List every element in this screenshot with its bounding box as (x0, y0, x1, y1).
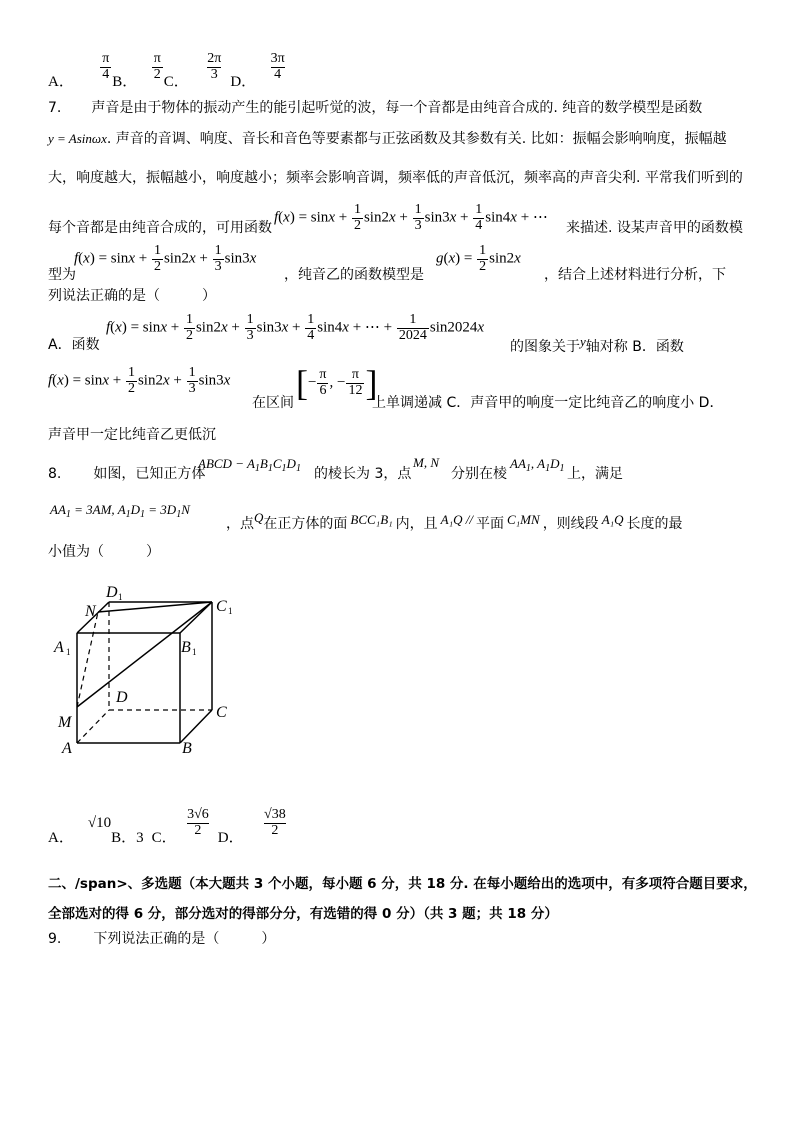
q7-option-b-function: f(x) = sinx + $\frac{1}{2}$ sin2x + $\frac{1}{3}$ sin3x (48, 365, 231, 396)
q8-option-a-value: √10 (87, 815, 112, 831)
q9: 9. 下列说法正确的是（ ） (48, 931, 276, 947)
q6-option-a-value: $\frac{\pi}{4}$ (102, 51, 110, 82)
label-a: A (62, 740, 72, 757)
edge-ad (77, 710, 109, 743)
q8-points: M, N (413, 455, 439, 470)
section-2-rules: 全部选对的得 6 分，部分选对的得部分分，有选错的得 0 分）（共 3 题；共 18 分） (48, 906, 558, 922)
q8-cube: ABCD − $A_1B_1C_1D_1$ (198, 456, 301, 474)
q7-option-a-function: f(x) = sinx + $\frac{1}{2}$ sin2x + $\frac{1}{3}$ sin3x + $\frac{1}{4}$ sin4x + ⋯ + $\frac{1}{2024}$ sin2024x (106, 312, 485, 343)
q8-line1-d: 上，满足 (567, 466, 623, 482)
label-b: B (182, 740, 192, 757)
q8-condition: $AA_1 = 3AM$, $A_1D_1 = 3D_1N$ (50, 502, 190, 520)
q7-line4-end: 来描述. 设某声音甲的函数模 (566, 220, 743, 236)
q8-options: A．√10B．3 C． $\frac{3√6}{2}$ D． $\frac{√38}{2}$ (48, 807, 286, 846)
q7-option-a-end: 的图象关于y轴对称 B．函数 (510, 334, 684, 355)
q6-option-c-value: $\frac{2\pi}{3}$ (207, 51, 222, 82)
segment-nc1 (98, 602, 212, 612)
q7-option-b-end: 上单调递减 C．声音甲的响度一定比纯音乙的响度小 D． (372, 395, 724, 411)
svg-text:1: 1 (192, 647, 197, 657)
q8-line1-c: 分别在棱 (451, 466, 507, 482)
q7-option-b-interval: [− $\frac{\pi}{6}$ , − $\frac{\pi}{12}$ ] (296, 363, 378, 403)
q7-jia-function: f(x) = sinx + $\frac{1}{2}$ sin2x + $\frac{1}{3}$ sin3x (74, 243, 257, 274)
label-d: D (116, 689, 128, 706)
svg-text:1: 1 (228, 606, 233, 616)
label-c: C (216, 704, 227, 721)
q7-general-function: f(x) = sinx + $\frac{1}{2}$ sin2x + $\frac{1}{3}$ sin3x + $\frac{1}{4}$ sin4x + ⋯ (274, 202, 548, 233)
q7-line2: y = Asinωx. 声音的音调、响度、音长和音色等要素都与正弦函数及其参数有关. 比如：振幅会影响响度，振幅越 (48, 131, 727, 147)
section-2-header: 二、/span>、多选题（本大题共 3 个小题，每小题 6 分，共 18 分. 在每小题给出的选项中，有多项符合题目要求， (48, 876, 757, 892)
q7-line1: 7. 声音是由于物体的振动产生的能引起听觉的波，每一个音都是由纯音合成的. 纯音的数学模型是函数 (48, 100, 703, 116)
svg-text:1: 1 (118, 592, 123, 602)
q7-option-a-label: A．函数 (48, 337, 100, 353)
q7-line5-end: ，结合上述材料进行分析，下 (544, 267, 726, 283)
q6-option-b-value: $\frac{\pi}{2}$ (153, 51, 161, 82)
q8-line3: 小值为（ ） (48, 544, 160, 560)
label-n: N (85, 603, 96, 620)
cube-figure (40, 585, 260, 765)
label-a1: A (54, 639, 64, 656)
label-d1: D (106, 585, 118, 601)
q7-line5-start: 型为 (48, 267, 76, 283)
q7-yi-function: g(x) = $\frac{1}{2}$ sin2x (436, 243, 521, 274)
q7-line4: 每个音都是由纯音合成的，可用函数 (48, 220, 272, 236)
q8-edges: $AA_1$, $A_1D_1$ (510, 456, 565, 474)
edge-bc (180, 710, 212, 743)
q8-option-d-value: $\frac{√38}{2}$ (264, 807, 286, 838)
q7-line6: 列说法正确的是（ ） (48, 288, 216, 304)
q7-option-d: 声音甲一定比纯音乙更低沉 (48, 427, 216, 443)
q7-line3: 大，响度越大，振幅越小，响度越小；频率会影响音调，频率低的声音低沉，频率高的声音尖利. 平常我们听到的 (48, 170, 743, 186)
q6-options: A． $\frac{\pi}{4}$ B． $\frac{\pi}{2}$ C． $\frac{2\pi}{3}$ D． $\frac{3\pi}{4}$ (48, 51, 285, 90)
label-m: M (58, 714, 72, 731)
q8-line1-b: 的棱长为 3，点 (314, 466, 412, 482)
q7-option-b-mid: 在区间 (252, 395, 294, 411)
q8-line1: 8. 如图，已知正方体 (48, 466, 206, 482)
q8-option-c-value: $\frac{3√6}{2}$ (187, 807, 209, 838)
q8-line2: ，点Q在正方体的面 BCC₁B₁ 内，且 A₁Q // 平面 C₁MN ，则线段 A₁Q 长度的最 (226, 510, 683, 532)
q6-option-d-value: $\frac{3\pi}{4}$ (270, 51, 285, 82)
q7-line5-mid: ，纯音乙的函数模型是 (284, 267, 424, 283)
label-c1: C (216, 598, 227, 615)
svg-text:1: 1 (66, 647, 71, 657)
label-b1: B (181, 639, 191, 656)
